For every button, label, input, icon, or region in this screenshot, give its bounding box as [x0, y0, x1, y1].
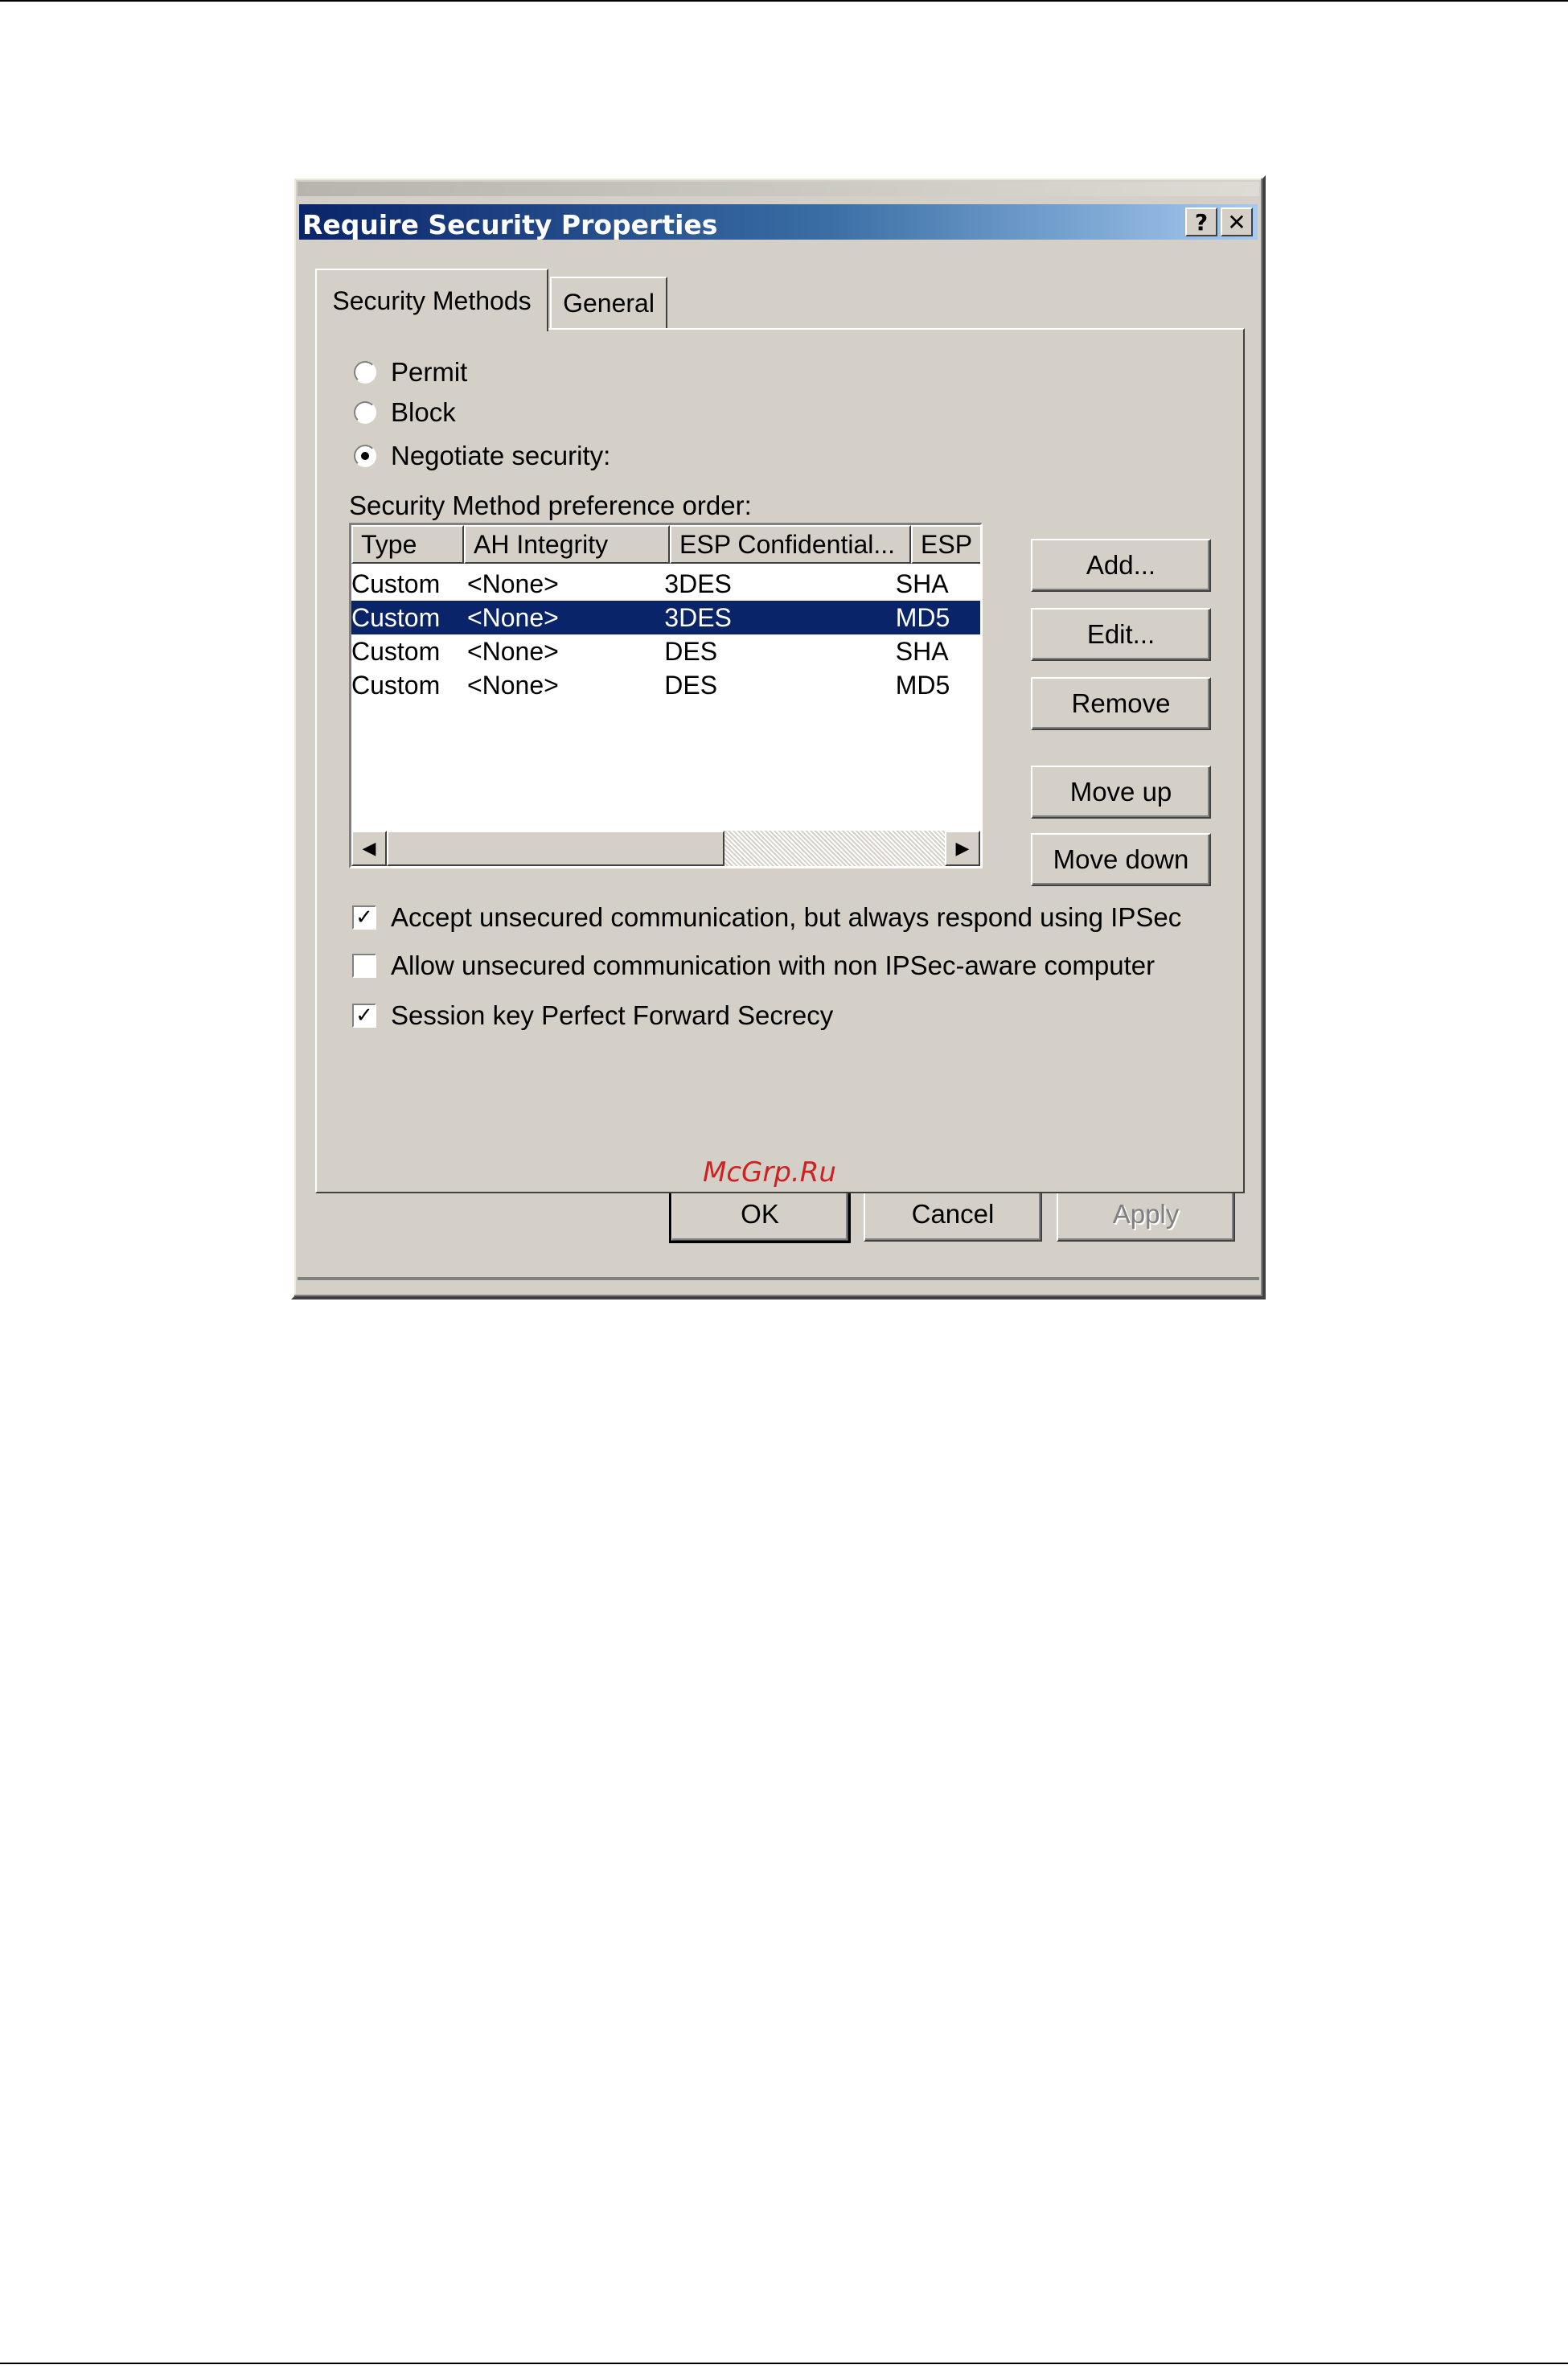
cell-esp: MD5	[895, 603, 950, 632]
page-bottom-rule	[0, 2363, 1568, 2364]
radio-negotiate-security[interactable]	[354, 441, 610, 471]
checkbox-session-key-pfs[interactable]	[352, 1000, 833, 1031]
cell-esp: SHA	[895, 569, 949, 598]
cell-type: Custom	[351, 671, 441, 700]
ok-button[interactable]	[671, 1187, 849, 1242]
radio-block[interactable]	[354, 397, 456, 428]
move-up-button-label: Move up	[1069, 777, 1172, 807]
cell-esp-confidentiality: 3DES	[664, 603, 732, 632]
column-header-ah-integrity[interactable]: AH Integrity	[464, 525, 670, 564]
cancel-button[interactable]	[864, 1187, 1042, 1242]
column-header-esp-confidentiality[interactable]: ESP Confidential...	[670, 525, 911, 564]
list-header	[351, 525, 980, 564]
radio-circle-icon	[354, 361, 376, 384]
radio-label: Block	[391, 397, 456, 427]
edit-button-label: Edit...	[1086, 619, 1155, 649]
close-button[interactable]	[1221, 207, 1253, 236]
cell-esp-confidentiality: DES	[664, 671, 718, 700]
dialog-title: Require Security Properties	[302, 209, 718, 240]
cell-ah-integrity: <None>	[466, 637, 559, 666]
checkbox-label: Session key Perfect Forward Secrecy	[391, 1000, 834, 1030]
checkmark-icon: ✓	[352, 905, 376, 930]
dialog-titlebar[interactable]	[299, 204, 1258, 240]
radio-label: Negotiate security:	[391, 441, 611, 470]
arrow-right-icon: ▶	[955, 838, 970, 858]
radio-permit[interactable]	[354, 357, 467, 388]
page-top-rule	[0, 0, 1568, 2]
tab-security-methods[interactable]	[315, 269, 548, 331]
radio-selected-icon	[354, 445, 376, 467]
tab-label: General	[563, 288, 655, 318]
cell-type: Custom	[351, 637, 441, 666]
cancel-button-label: Cancel	[911, 1199, 995, 1229]
help-button[interactable]	[1185, 207, 1217, 236]
list-row[interactable]	[351, 668, 980, 702]
column-header-type[interactable]: Type	[351, 525, 464, 564]
watermark: McGrp.Ru	[703, 1156, 836, 1189]
remove-button[interactable]	[1031, 677, 1211, 730]
background-window-titlebar	[298, 182, 1259, 196]
column-header-esp[interactable]: ESP	[911, 525, 980, 564]
scrollbar-thumb[interactable]	[387, 831, 724, 866]
ok-button-label: OK	[741, 1199, 779, 1229]
list-row-selected[interactable]	[351, 601, 980, 634]
list-row[interactable]	[351, 634, 980, 668]
help-icon: ?	[1194, 208, 1209, 236]
move-up-button[interactable]	[1031, 766, 1211, 819]
method-order-label: Security Method preference order:	[349, 491, 752, 520]
scroll-left-button[interactable]	[351, 831, 387, 866]
require-security-properties-dialog	[291, 175, 1266, 1299]
radio-circle-icon	[354, 401, 376, 424]
tab-general[interactable]	[550, 277, 667, 328]
scroll-right-button[interactable]	[945, 831, 980, 866]
apply-button-label: Apply	[1112, 1199, 1180, 1229]
cell-esp: SHA	[895, 637, 949, 666]
checkbox-label: Allow unsecured communication with non IPSec-aware computer	[391, 950, 1155, 980]
checkbox-empty-icon	[352, 954, 376, 978]
cell-esp: MD5	[895, 671, 950, 700]
security-methods-panel	[315, 328, 1245, 1193]
checkmark-icon: ✓	[352, 1004, 376, 1028]
checkbox-allow-unsecured[interactable]	[352, 950, 1155, 981]
close-icon: ✕	[1227, 208, 1246, 236]
security-methods-list[interactable]	[349, 523, 983, 868]
list-row[interactable]	[351, 567, 980, 601]
radio-label: Permit	[391, 357, 468, 387]
move-down-button-label: Move down	[1053, 844, 1189, 874]
tab-label: Security Methods	[332, 285, 532, 315]
apply-button[interactable]	[1057, 1187, 1235, 1242]
cell-ah-integrity: <None>	[466, 569, 559, 598]
arrow-left-icon: ◀	[362, 838, 376, 858]
dialog-bottom-edge	[298, 1277, 1259, 1280]
edit-button[interactable]	[1031, 608, 1211, 661]
cell-esp-confidentiality: DES	[664, 637, 718, 666]
horizontal-scrollbar[interactable]	[351, 831, 980, 866]
remove-button-label: Remove	[1071, 688, 1171, 718]
move-down-button[interactable]	[1031, 833, 1211, 886]
cell-ah-integrity: <None>	[466, 603, 559, 632]
cell-esp-confidentiality: 3DES	[664, 569, 732, 598]
cell-type: Custom	[351, 569, 441, 598]
add-button[interactable]	[1031, 539, 1211, 592]
cell-ah-integrity: <None>	[466, 671, 559, 700]
checkbox-label: Accept unsecured communication, but always respond using IPSec	[391, 902, 1182, 932]
checkbox-accept-unsecured[interactable]	[352, 902, 1181, 933]
cell-type: Custom	[351, 603, 441, 632]
add-button-label: Add...	[1086, 550, 1156, 580]
